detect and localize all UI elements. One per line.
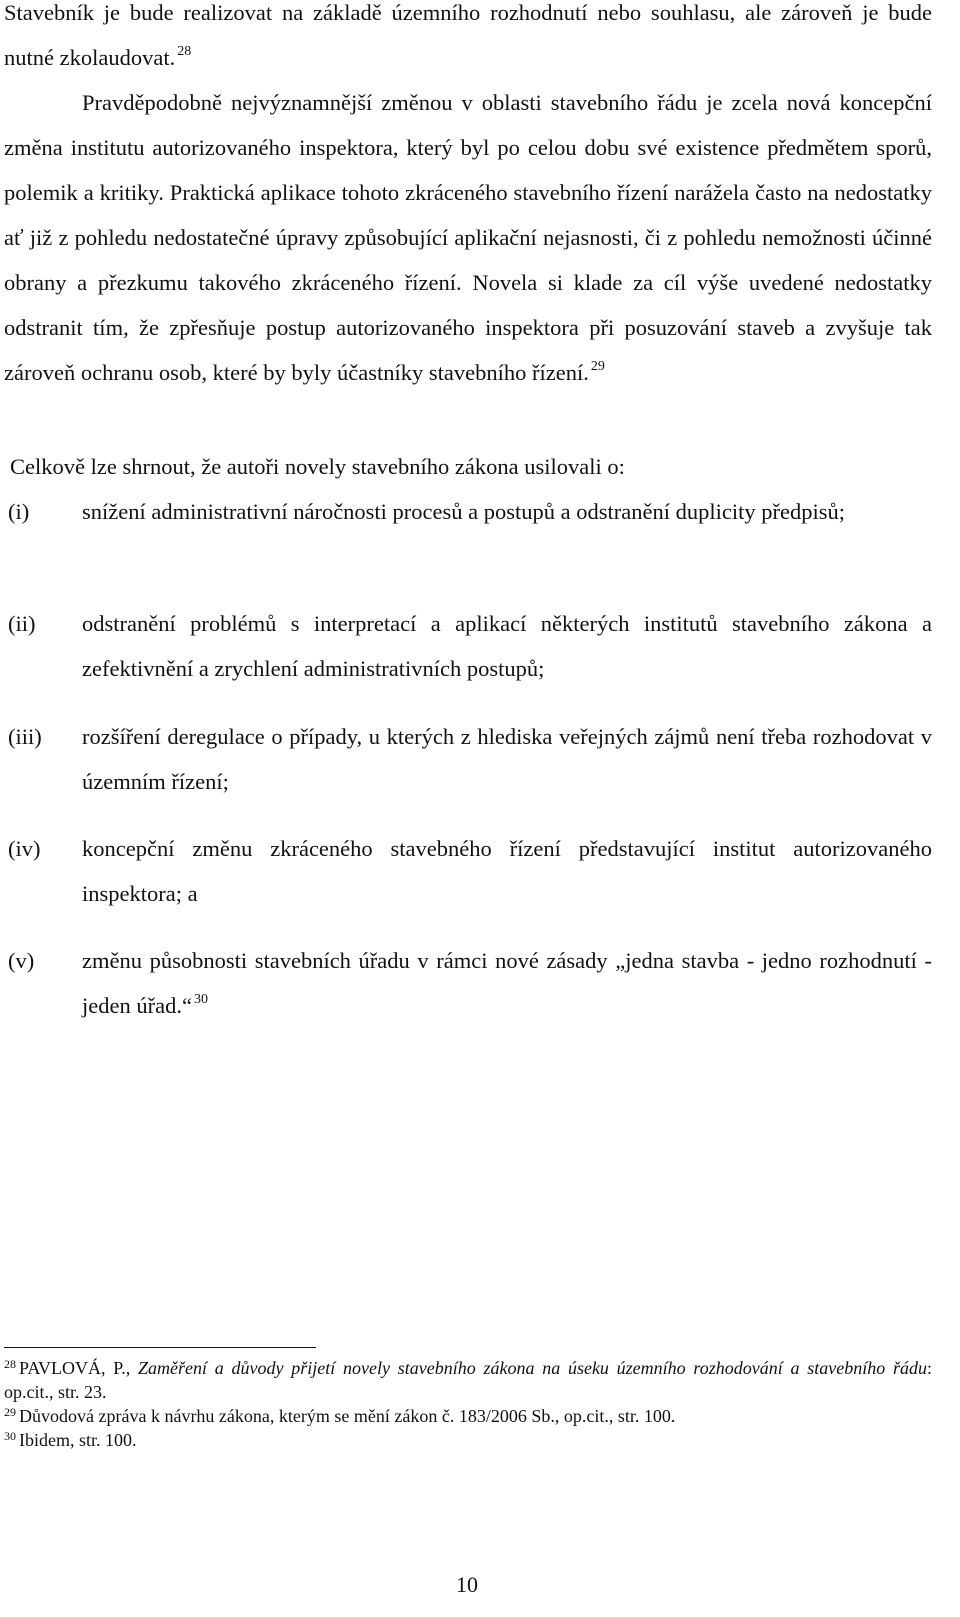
footnote-29 — [4, 1404, 932, 1428]
footnote-citation: : op.cit., str. 23. — [4, 1358, 933, 1402]
list-item-text: odstranění problémů s interpretací a aplikací některých institutů stavebního zákona a zefektivnění a zrychlení administrativních postupů; — [82, 611, 932, 681]
page-number: 10 — [456, 1572, 478, 1597]
footnote-number: 28 — [4, 1357, 16, 1371]
footnote-text: Důvodová zpráva k návrhu zákona, kterým se mění zákon č. 183/2006 Sb., op.cit., str. 100. — [19, 1406, 676, 1426]
list-item-number: (ii) — [8, 611, 36, 636]
list-item-text: koncepční změnu zkráceného stavebného řízení představující institut autorizovaného inspektora; a — [82, 836, 932, 906]
list-item-text: rozšíření deregulace o případy, u kterých z hlediska veřejných zájmů není třeba rozhodovat v územním řízení; — [82, 724, 932, 794]
footnote-ref-29[interactable]: 29 — [590, 359, 605, 374]
paragraph-1-text: Stavebník je bude realizovat na základě územního rozhodnutí nebo souhlasu, ale zároveň je bude nutné zkolaudovat. — [4, 0, 932, 70]
list-item-number: (iv) — [8, 836, 41, 861]
list-item-text-body: změnu působnosti stavebních úřadu v rámci nové zásady „jedna stavba - jedno rozhodnutí - jeden úřad.“ — [82, 948, 932, 1018]
list-item-number: (iii) — [8, 724, 42, 749]
paragraph-1 — [4, 0, 932, 80]
footnote-divider — [4, 1347, 316, 1348]
footnote-text: Ibidem, str. 100. — [19, 1430, 137, 1450]
summary-intro: Celkově lze shrnout, že autoři novely stavebního zákona usilovali o: — [10, 454, 625, 479]
footnote-ref-30[interactable]: 30 — [193, 992, 208, 1007]
footnote-number: 29 — [4, 1405, 16, 1419]
footnote-number: 30 — [4, 1429, 16, 1443]
footnotes — [4, 1356, 932, 1452]
list-item-text — [82, 938, 932, 1028]
list-item-number: (i) — [8, 499, 30, 524]
footnote-author: PAVLOVÁ, P., — [19, 1358, 131, 1378]
footnote-30 — [4, 1428, 932, 1452]
paragraph-2 — [4, 80, 932, 395]
footnote-ref-28[interactable]: 28 — [177, 44, 192, 59]
list-item-text: snížení administrativní náročnosti procesů a postupů a odstranění duplicity předpisů; — [82, 499, 845, 524]
footnote-28 — [4, 1356, 932, 1404]
list-item-number: (v) — [8, 948, 35, 973]
footnote-title: Zaměření a důvody přijetí novely stavebního zákona na úseku územního rozhodování a stavebního řádu — [138, 1358, 927, 1378]
paragraph-2-text: Pravděpodobně nejvýznamnější změnou v oblasti stavebního řádu je zcela nová koncepční změna institutu autorizovaného inspektora, který byl po celou dobu své existence předmětem sporů, polemik a kritiky. Praktická aplikace tohoto zkráceného stavebního řízení narážela často na nedostatky ať již z pohledu nedostatečné úpravy způsobující aplikační nejasnosti, či z pohledu nemožnosti účinné obrany a přezkumu takového zkráceného řízení. Novela si klade za cíl výše uvedené nedostatky odstranit tím, že zpřesňuje postup autorizovaného inspektora při posuzování staveb a zvyšuje tak zároveň ochranu osob, které by byly účastníky stavebního řízení. — [4, 90, 932, 385]
